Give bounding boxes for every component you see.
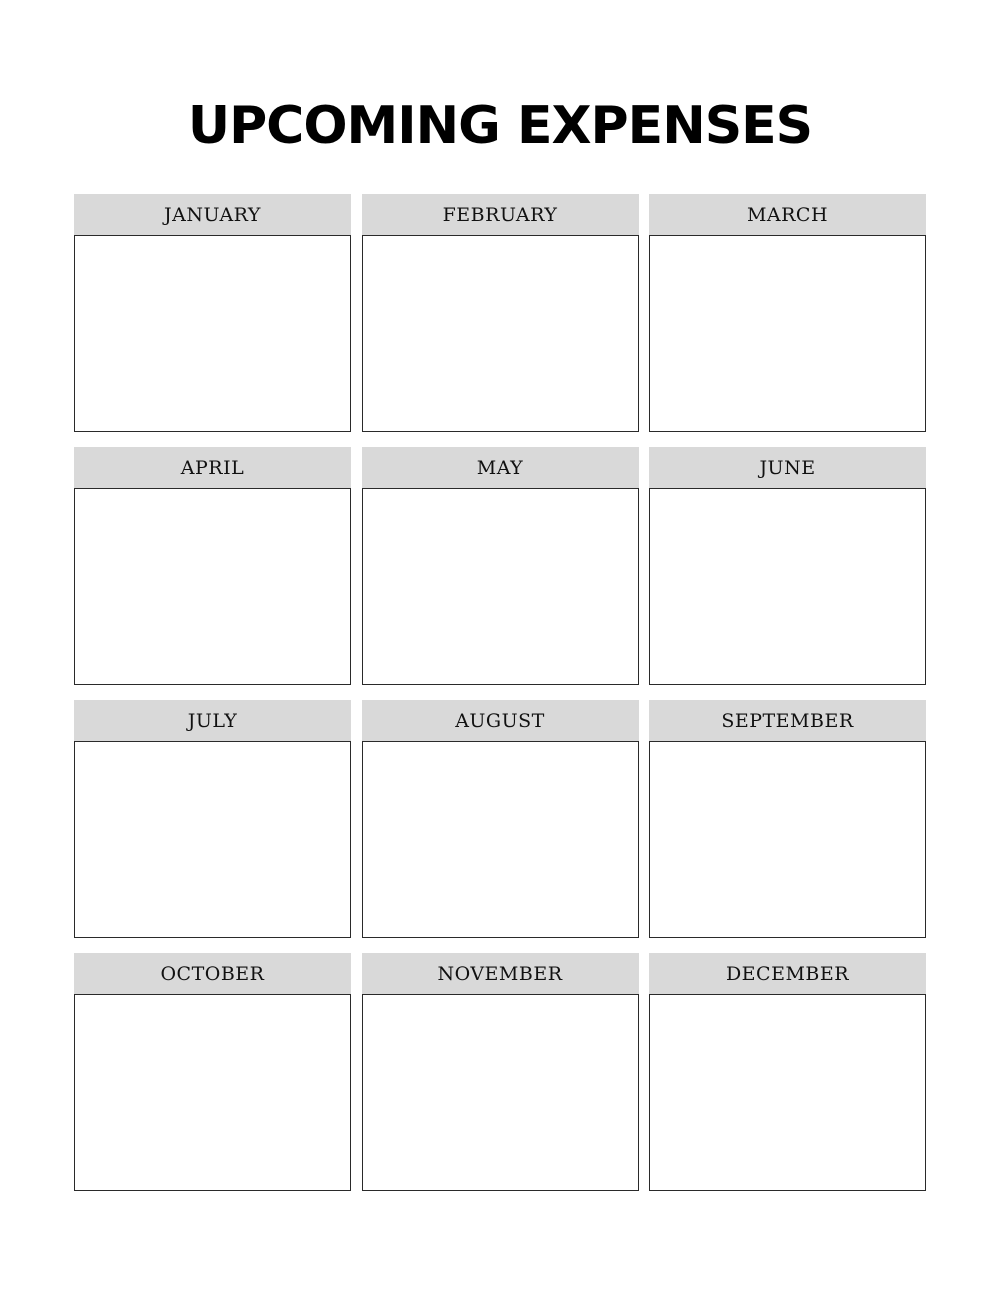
month-entry-box[interactable] [74, 994, 351, 1191]
month-header: FEBRUARY [362, 194, 639, 235]
month-grid [74, 194, 926, 1191]
month-card-may [362, 447, 639, 685]
month-entry-box[interactable] [362, 994, 639, 1191]
month-entry-box[interactable] [649, 488, 926, 685]
month-entry-box[interactable] [649, 994, 926, 1191]
month-entry-box[interactable] [74, 235, 351, 432]
month-card-october [74, 953, 351, 1191]
month-entry-box[interactable] [362, 741, 639, 938]
month-card-january [74, 194, 351, 432]
month-card-august [362, 700, 639, 938]
month-card-june [649, 447, 926, 685]
month-header: SEPTEMBER [649, 700, 926, 741]
month-card-september [649, 700, 926, 938]
page-title: UPCOMING EXPENSES [187, 96, 813, 156]
month-entry-box[interactable] [649, 235, 926, 432]
month-header: JULY [74, 700, 351, 741]
month-card-february [362, 194, 639, 432]
month-entry-box[interactable] [74, 741, 351, 938]
month-entry-box[interactable] [74, 488, 351, 685]
month-entry-box[interactable] [649, 741, 926, 938]
month-card-march [649, 194, 926, 432]
month-card-december [649, 953, 926, 1191]
month-header: OCTOBER [74, 953, 351, 994]
month-header: MARCH [649, 194, 926, 235]
month-card-november [362, 953, 639, 1191]
month-header: JUNE [649, 447, 926, 488]
month-header: DECEMBER [649, 953, 926, 994]
month-card-july [74, 700, 351, 938]
month-header: AUGUST [362, 700, 639, 741]
month-header: MAY [362, 447, 639, 488]
month-entry-box[interactable] [362, 235, 639, 432]
month-header: APRIL [74, 447, 351, 488]
month-entry-box[interactable] [362, 488, 639, 685]
month-header: JANUARY [74, 194, 351, 235]
month-card-april [74, 447, 351, 685]
month-header: NOVEMBER [362, 953, 639, 994]
